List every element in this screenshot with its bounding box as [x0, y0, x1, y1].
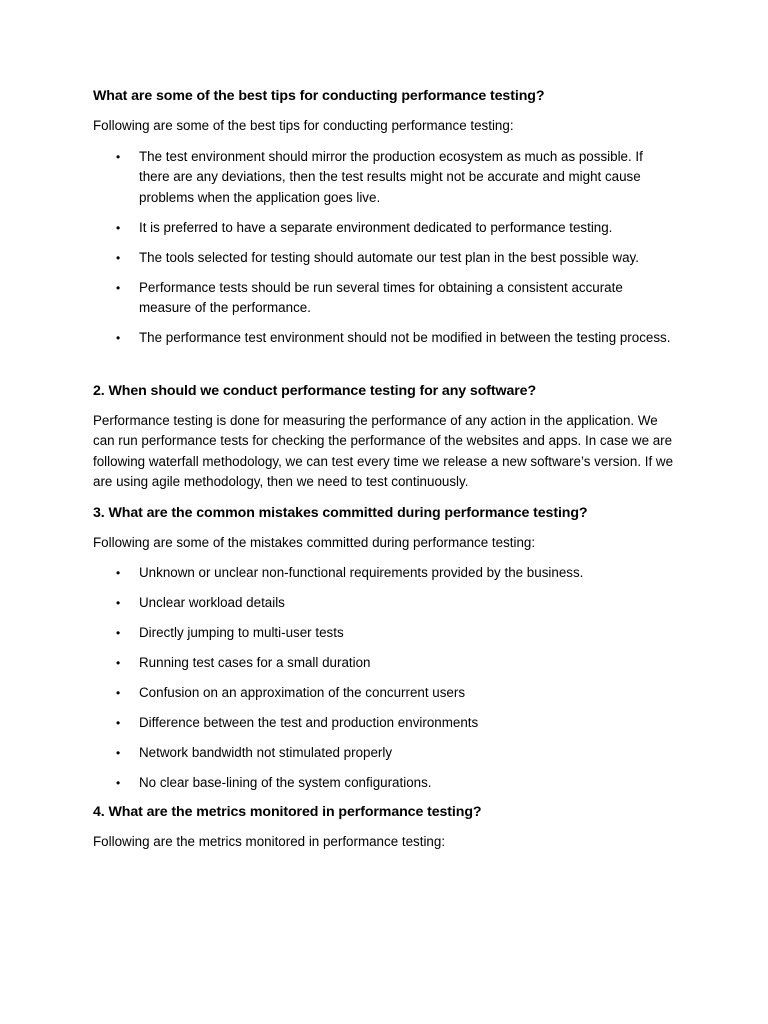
bullet-icon: •: [116, 656, 121, 670]
section-heading: What are some of the best tips for conducting performance testing?: [93, 88, 545, 104]
bullet-icon: •: [116, 776, 121, 790]
list-item: [93, 278, 676, 319]
bullet-icon: •: [116, 626, 121, 640]
list-item: [93, 683, 676, 704]
section-heading: 2. When should we conduct performance testing for any software?: [93, 382, 537, 399]
bullet-icon: •: [116, 686, 121, 700]
section-intro: Following are the metrics monitored in performance testing:: [93, 833, 446, 849]
list-item: [93, 328, 676, 349]
list-item-text: No clear base-lining of the system configurations.: [139, 775, 432, 790]
list-item-text: Directly jumping to multi-user tests: [139, 625, 344, 640]
list-item-text: Difference between the test and production environments: [139, 715, 479, 730]
list-item: [93, 713, 676, 734]
list-item-text: The test environment should mirror the production ecosystem as much as possible. If there are any deviations, then the test results might not be accurate and might cause problems when the application goes live.: [139, 148, 643, 205]
bullet-icon: •: [116, 716, 121, 730]
list-item: [93, 773, 676, 794]
list-item-text: The tools selected for testing should automate our test plan in the best possible way.: [139, 249, 639, 265]
list-item-text: The performance test environment should not be modified in between the testing process.: [139, 330, 671, 345]
list-item: [93, 563, 676, 584]
bullet-icon: •: [116, 331, 121, 345]
section-heading: 4. What are the metrics monitored in performance testing?: [93, 803, 482, 820]
list-item-text: Confusion on an approximation of the concurrent users: [139, 685, 466, 700]
bullet-icon: •: [116, 220, 121, 235]
list-item: [93, 743, 676, 764]
bullet-list: [93, 147, 676, 349]
list-item: [93, 248, 676, 269]
section-heading: 3. What are the common mistakes committed during performance testing?: [93, 504, 588, 521]
list-item-text: Unknown or unclear non-functional requirements provided by the business.: [139, 565, 584, 580]
list-item: [93, 218, 676, 239]
list-item: [93, 623, 676, 644]
list-item: [93, 593, 676, 614]
list-item-text: Performance tests should be run several times for obtaining a consistent accurate measure of the performance.: [139, 279, 623, 315]
bullet-icon: •: [116, 566, 121, 580]
bullet-icon: •: [116, 280, 121, 295]
section-common-mistakes: [93, 503, 676, 794]
bullet-icon: •: [116, 746, 121, 760]
list-item-text: Running test cases for a small duration: [139, 655, 371, 670]
list-item-text: Network bandwidth not stimulated properly: [139, 745, 393, 760]
bullet-list: [93, 563, 676, 794]
bullet-icon: •: [116, 149, 121, 164]
bullet-icon: •: [116, 596, 121, 610]
list-item-text: Unclear workload details: [139, 595, 285, 610]
section-body: Performance testing is done for measuring the performance of any action in the application. We can run performance tests for checking the performance of the websites and apps. In case we are following waterfall methodology, we can test every time we release a new software’s version. If we are using agile methodology, then we need to test continuously.: [93, 412, 674, 489]
spacer: [93, 359, 676, 381]
bullet-icon: •: [116, 250, 121, 265]
list-item-text: It is preferred to have a separate environment dedicated to performance testing.: [139, 219, 613, 235]
list-item: [93, 653, 676, 674]
section-intro: Following are some of the mistakes committed during performance testing:: [93, 534, 536, 550]
section-when-to-test: [93, 381, 676, 493]
list-item: [93, 147, 676, 209]
section-intro: Following are some of the best tips for conducting performance testing:: [93, 118, 514, 133]
section-best-tips: [93, 86, 676, 349]
section-metrics: [93, 802, 676, 853]
